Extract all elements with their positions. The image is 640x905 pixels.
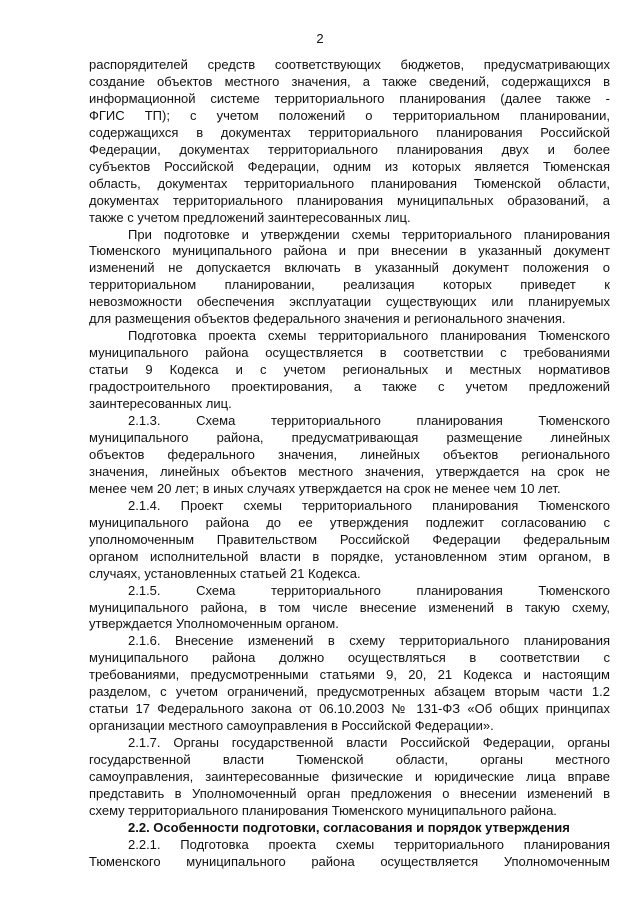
text-line: организации местного самоуправления в Российской Федерации». — [89, 718, 494, 734]
text-line: схему территориального планирования Тюменского муниципального района. — [89, 802, 557, 818]
text-line: 2.1.4. Проект схемы территориального планирования Тюменского — [128, 497, 610, 513]
text-line: органом исполнительной власти в порядке, установленном этим органом, в — [89, 548, 610, 564]
paragraph — [89, 583, 610, 634]
text-line: 2.1.3. Схема территориального планирования Тюменского — [128, 413, 610, 429]
text-line: распорядителей средств соответствующих бюджетов, предусматривающих — [89, 57, 610, 72]
text-line: 2.2.1. Подготовка проекта схемы территориального планирования — [128, 836, 610, 852]
section-heading — [89, 820, 610, 837]
text-line: представить в Уполномоченный орган предложения о внесении изменений в — [89, 785, 610, 801]
text-line: заинтересованных лиц. — [89, 396, 232, 412]
text-line: объектов федерального значения, линейных объектов регионального — [89, 446, 610, 462]
text-line: Тюменского муниципального района осуществляется Уполномоченным — [89, 853, 610, 869]
text-line: Тюменского муниципального района и при внесении в указанный документ — [89, 243, 610, 259]
text-line: Федерации, документах территориального планирования двух и более — [89, 141, 610, 157]
text-line: область, документах территориального планирования Тюменской области, — [89, 175, 610, 191]
text-line: также с учетом предложений заинтересованных лиц. — [89, 209, 411, 225]
paragraph — [89, 227, 610, 329]
text-line: самоуправления, заинтересованные физические и юридические лица вправе — [89, 769, 610, 785]
text-line: муниципального района до ее утверждения подлежит согласованию с — [89, 514, 610, 530]
paragraph — [89, 735, 610, 820]
text-line: ФГИС ТП); с учетом положений о территориальном планировании, — [89, 107, 610, 123]
text-line: утверждается Уполномоченным органом. — [89, 616, 339, 632]
text-line: создание объектов местного значения, а также сведений, содержащихся в — [89, 73, 610, 89]
text-line: невозможности обеспечения эксплуатации существующих или планируемых — [89, 294, 610, 310]
paragraph — [89, 413, 610, 498]
document-body — [89, 57, 610, 871]
text-line: требованиями, предусмотренными статьями 9, 20, 21 Кодекса и настоящим — [89, 667, 610, 683]
text-line: муниципального района, в том числе внесение изменений в такую схему, — [89, 599, 610, 615]
text-line: статьи 9 Кодекса и с учетом региональных и местных нормативов — [89, 362, 610, 378]
text-line: информационной системе территориального планирования (далее также - — [89, 90, 610, 106]
text-line: муниципального района осуществляется в соответствии с требованиями — [89, 345, 610, 361]
text-line: субъектов Российской Федерации, одним из которых является Тюменская — [89, 158, 610, 174]
text-line: территориальном планировании, реализация которых приведет к — [89, 277, 610, 293]
text-line: государственной власти Тюменской области, органы местного — [89, 752, 610, 768]
text-line: 2.1.5. Схема территориального планирования Тюменского — [128, 582, 610, 598]
paragraph — [89, 498, 610, 583]
text-line: уполномоченным Правительством Российской Федерации федеральным — [89, 531, 610, 547]
text-line: муниципального района, предусматривающая размещение линейных — [89, 429, 610, 445]
text-line: разделом, с учетом ограничений, предусмотренных абзацем вторым части 1.2 — [89, 684, 610, 700]
text-line: 2.2. Особенности подготовки, согласования и порядок утверждения — [128, 819, 570, 835]
paragraph — [89, 57, 610, 227]
paragraph — [89, 328, 610, 413]
paragraph — [89, 837, 610, 871]
text-line: Подготовка проекта схемы территориального планирования Тюменского — [128, 328, 610, 344]
text-line: 2.1.7. Органы государственной власти Российской Федерации, органы — [128, 735, 610, 751]
text-line: изменений не допускается включать в указанный документ положения о — [89, 260, 610, 276]
page-number: 2 — [316, 31, 324, 46]
text-line: статьи 17 Федерального закона от 06.10.2003 № 131-ФЗ «Об общих принципах — [89, 701, 610, 717]
text-line: значения, линейных объектов местного значения, утверждается на срок не — [89, 463, 610, 479]
text-line: 2.1.6. Внесение изменений в схему территориального планирования — [128, 633, 610, 649]
text-line: документах территориального планирования муниципальных образований, а — [89, 192, 610, 208]
text-line: для размещения объектов федерального значения и регионального значения. — [89, 311, 566, 327]
text-line: менее чем 20 лет; в иных случаях утверждается на срок не менее чем 10 лет. — [89, 480, 561, 496]
text-line: случаях, установленных статьей 21 Кодекса. — [89, 565, 361, 581]
text-line: градостроительного проектирования, а также с учетом предложений — [89, 379, 610, 395]
text-line: При подготовке и утверждении схемы территориального планирования — [128, 226, 610, 242]
text-line: содержащихся в документах территориального планирования Российской — [89, 124, 610, 140]
text-line: муниципального района должно осуществляться в соответствии с — [89, 650, 610, 666]
paragraph — [89, 633, 610, 735]
